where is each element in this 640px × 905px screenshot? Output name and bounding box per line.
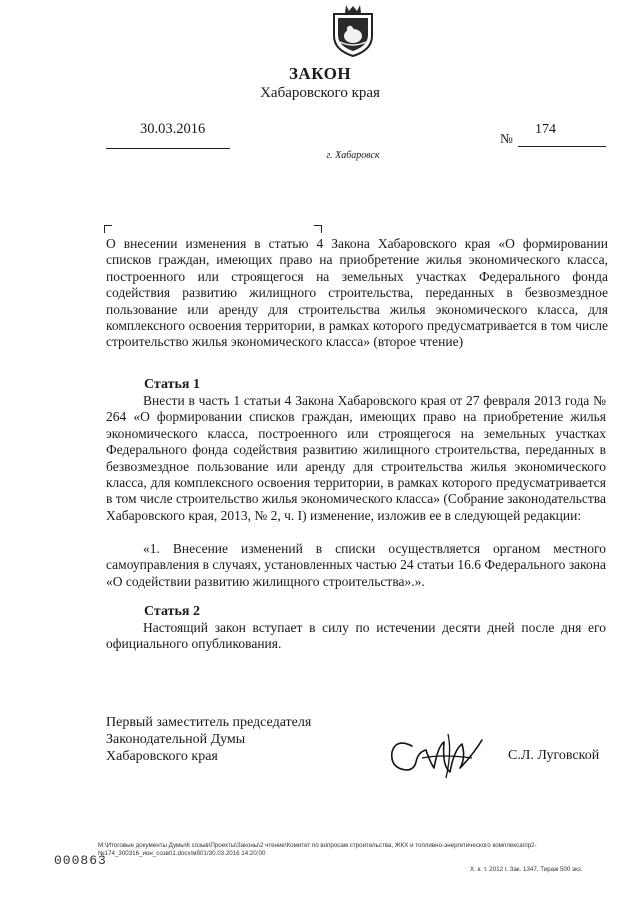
- position-line-1: Первый заместитель председателя: [106, 715, 312, 730]
- law-subject-title: [106, 236, 608, 351]
- position-line-3: Хабаровского края: [106, 749, 218, 764]
- registration-stamp: 000863: [54, 853, 107, 868]
- coat-of-arms-icon: [326, 2, 380, 58]
- print-info: Х. к. т. 2012 г. Зак. 1347. Тираж 500 экз.: [470, 866, 583, 873]
- date-underline: [106, 148, 230, 149]
- signatory-position: [106, 714, 311, 765]
- position-line-2: Законодательной Думы: [106, 732, 246, 747]
- handwritten-signature-icon: [382, 728, 490, 780]
- law-date: 30.03.2016: [140, 121, 206, 137]
- article-1-quote: «1. Внесение изменений в списки осуществляется органом местного самоуправления в случаях, установленных частью 24 статьи 16.6 Федерального закона «О содействии развитию жилищного строительства».».: [106, 541, 606, 589]
- city-label: г. Хабаровск: [326, 150, 380, 161]
- title-bracket-right: [314, 225, 322, 233]
- article-2-heading: Статья 2: [144, 604, 200, 619]
- signatory-name: С.Л. Луговской: [508, 748, 600, 763]
- law-subject-text: О внесении изменения в статью 4 Закона Хабаровского края «О формировании списков граждан, имеющих право на приобретение жилья экономического класса, построенного или строящегося на земельных участках Федерального фонда содействия развитию жилищного строительства, переданных в безвозмездное пользование или аренду для строительства жилья экономического класса, для комплексного освоения территории, в рамках которого предусматривается в том числе строительство жилья экономического класса» (второе чтение): [106, 236, 608, 350]
- number-underline: [518, 146, 606, 147]
- number-sign: №: [500, 131, 513, 146]
- file-path-footer: M:\Итоговые документы Думы\6 созыв\Проекты\Законы\2 чтение\Комитет по вопросам строительства, ЖКХ и топливно-энергетического комплекса\пр2-№174_300316_ион_созв01.docx/мб01/30.03.2016 14:20:00: [98, 842, 537, 857]
- law-region: Хабаровского края: [260, 85, 380, 101]
- article-2-body: Настоящий закон вступает в силу по истечении десяти дней после дня его официального опубликования.: [106, 620, 606, 652]
- law-title: ЗАКОН: [288, 64, 352, 83]
- article-1-body: Внести в часть 1 статьи 4 Закона Хабаровского края от 27 февраля 2013 года № 264 «О формировании списков граждан, имеющих право на приобретение жилья экономического класса, построенного или строящегося на земельных участках Федерального фонда содействия развитию жилищного строительства, переданных в безвозмездное пользование или аренду для строительства жилья экономического класса, для комплексного освоения территории, в рамках которого предусматривается в том числе строительство жилья экономического класса» (Собрание законодательства Хабаровского края, 2013, № 2, ч. I) изменение, изложив ее в следующей редакции:: [106, 393, 606, 523]
- law-number: 174: [535, 122, 556, 137]
- title-bracket-left: [104, 225, 112, 233]
- article-1-heading: Статья 1: [144, 377, 200, 392]
